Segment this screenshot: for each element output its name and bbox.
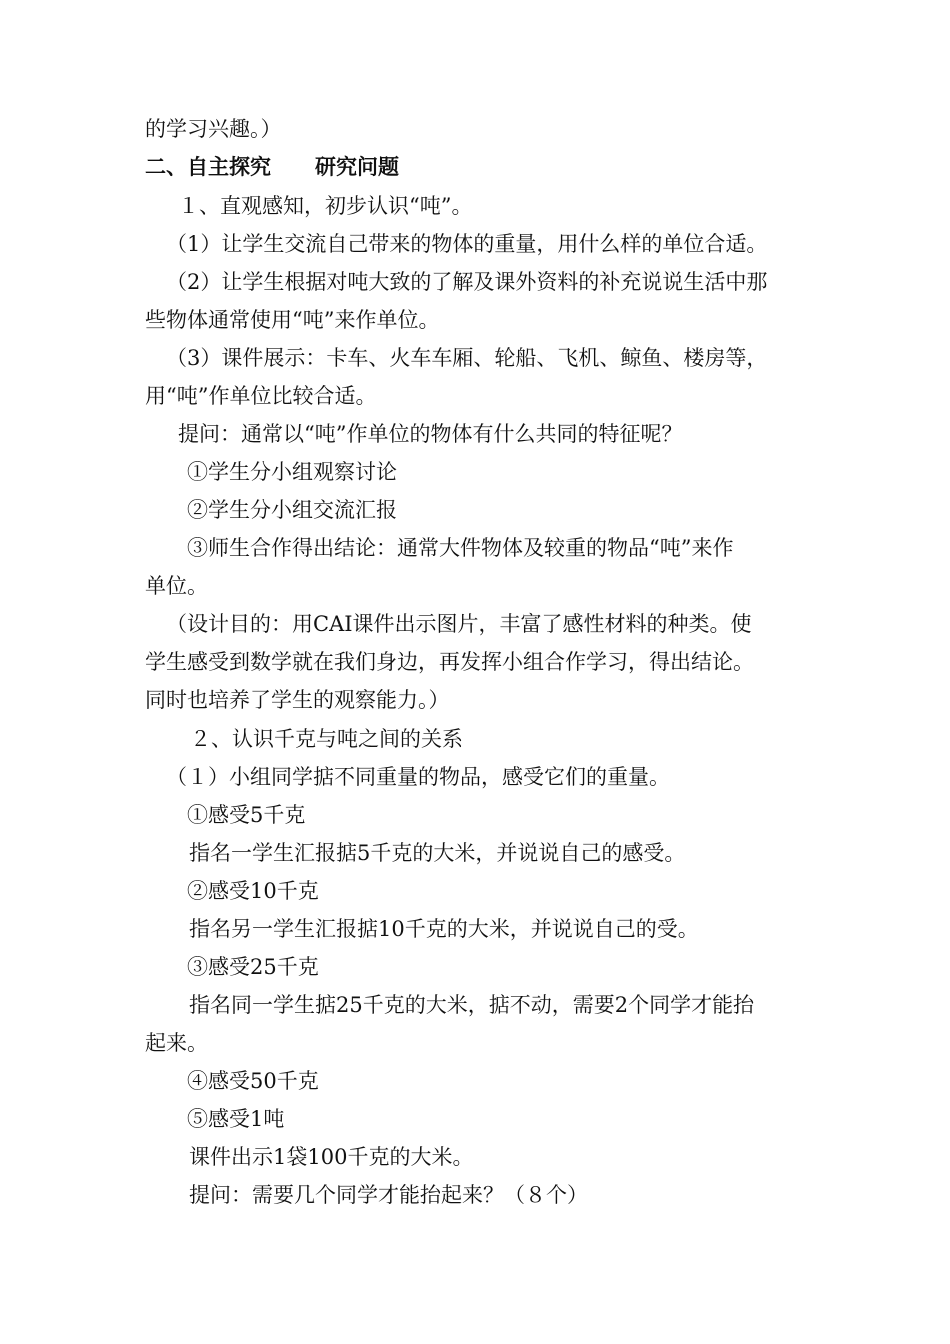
text-line: （1）让学生交流自己带来的物体的重量，用什么样的单位合适。: [166, 232, 768, 256]
text-line: 指名同一学生掂25千克的大米，掂不动，需要2个同学才能抬: [189, 993, 755, 1017]
text-line: 课件出示1袋100千克的大米。: [189, 1145, 474, 1169]
list-item: ①感受5千克: [187, 803, 306, 827]
text-line: （3）课件展示：卡车、火车车厢、轮船、飞机、鲸鱼、楼房等，: [166, 346, 768, 370]
text-line: 些物体通常使用“吨”来作单位。: [145, 308, 440, 332]
list-item: ③师生合作得出结论：通常大件物体及较重的物品“吨”来作: [187, 536, 734, 560]
text-line: 单位。: [145, 574, 208, 598]
text-line: （１）小组同学掂不同重量的物品，感受它们的重量。: [166, 765, 670, 789]
section-heading-part-1: 二、自主探究: [145, 155, 271, 179]
subsection-heading: ２、认识千克与吨之间的关系: [190, 727, 463, 751]
text-line: 提问：通常以“吨”作单位的物体有什么共同的特征呢？: [178, 422, 683, 446]
text-line: 起来。: [145, 1031, 208, 1055]
list-item: ②学生分小组交流汇报: [187, 498, 397, 522]
text-line: （2）让学生根据对吨大致的了解及课外资料的补充说说生活中那: [166, 270, 768, 294]
text-line: 提问：需要几个同学才能抬起来？（８个）: [189, 1183, 588, 1207]
text-line: 同时也培养了学生的观察能力。）: [145, 688, 450, 712]
text-line: 指名一学生汇报掂5千克的大米，并说说自己的感受。: [189, 841, 686, 865]
text-line: （设计目的：用CAI课件出示图片，丰富了感性材料的种类。使: [166, 612, 752, 636]
list-item: ④感受50千克: [187, 1069, 319, 1093]
list-item: ①学生分小组观察讨论: [187, 460, 397, 484]
text-line: 的学习兴趣。）: [145, 117, 282, 141]
section-heading-part-2: 研究问题: [315, 155, 399, 179]
text-line: 学生感受到数学就在我们身边，再发挥小组合作学习，得出结论。: [145, 650, 754, 674]
list-item: ③感受25千克: [187, 955, 319, 979]
text-line: 用“吨”作单位比较合适。: [145, 384, 377, 408]
list-item: ②感受10千克: [187, 879, 319, 903]
subsection-heading: １、直观感知，初步认识“吨”。: [178, 194, 473, 218]
list-item: ⑤感受1吨: [187, 1107, 285, 1131]
section-heading: [145, 153, 399, 181]
text-line: 指名另一学生汇报掂10千克的大米，并说说自己的受。: [189, 917, 699, 941]
